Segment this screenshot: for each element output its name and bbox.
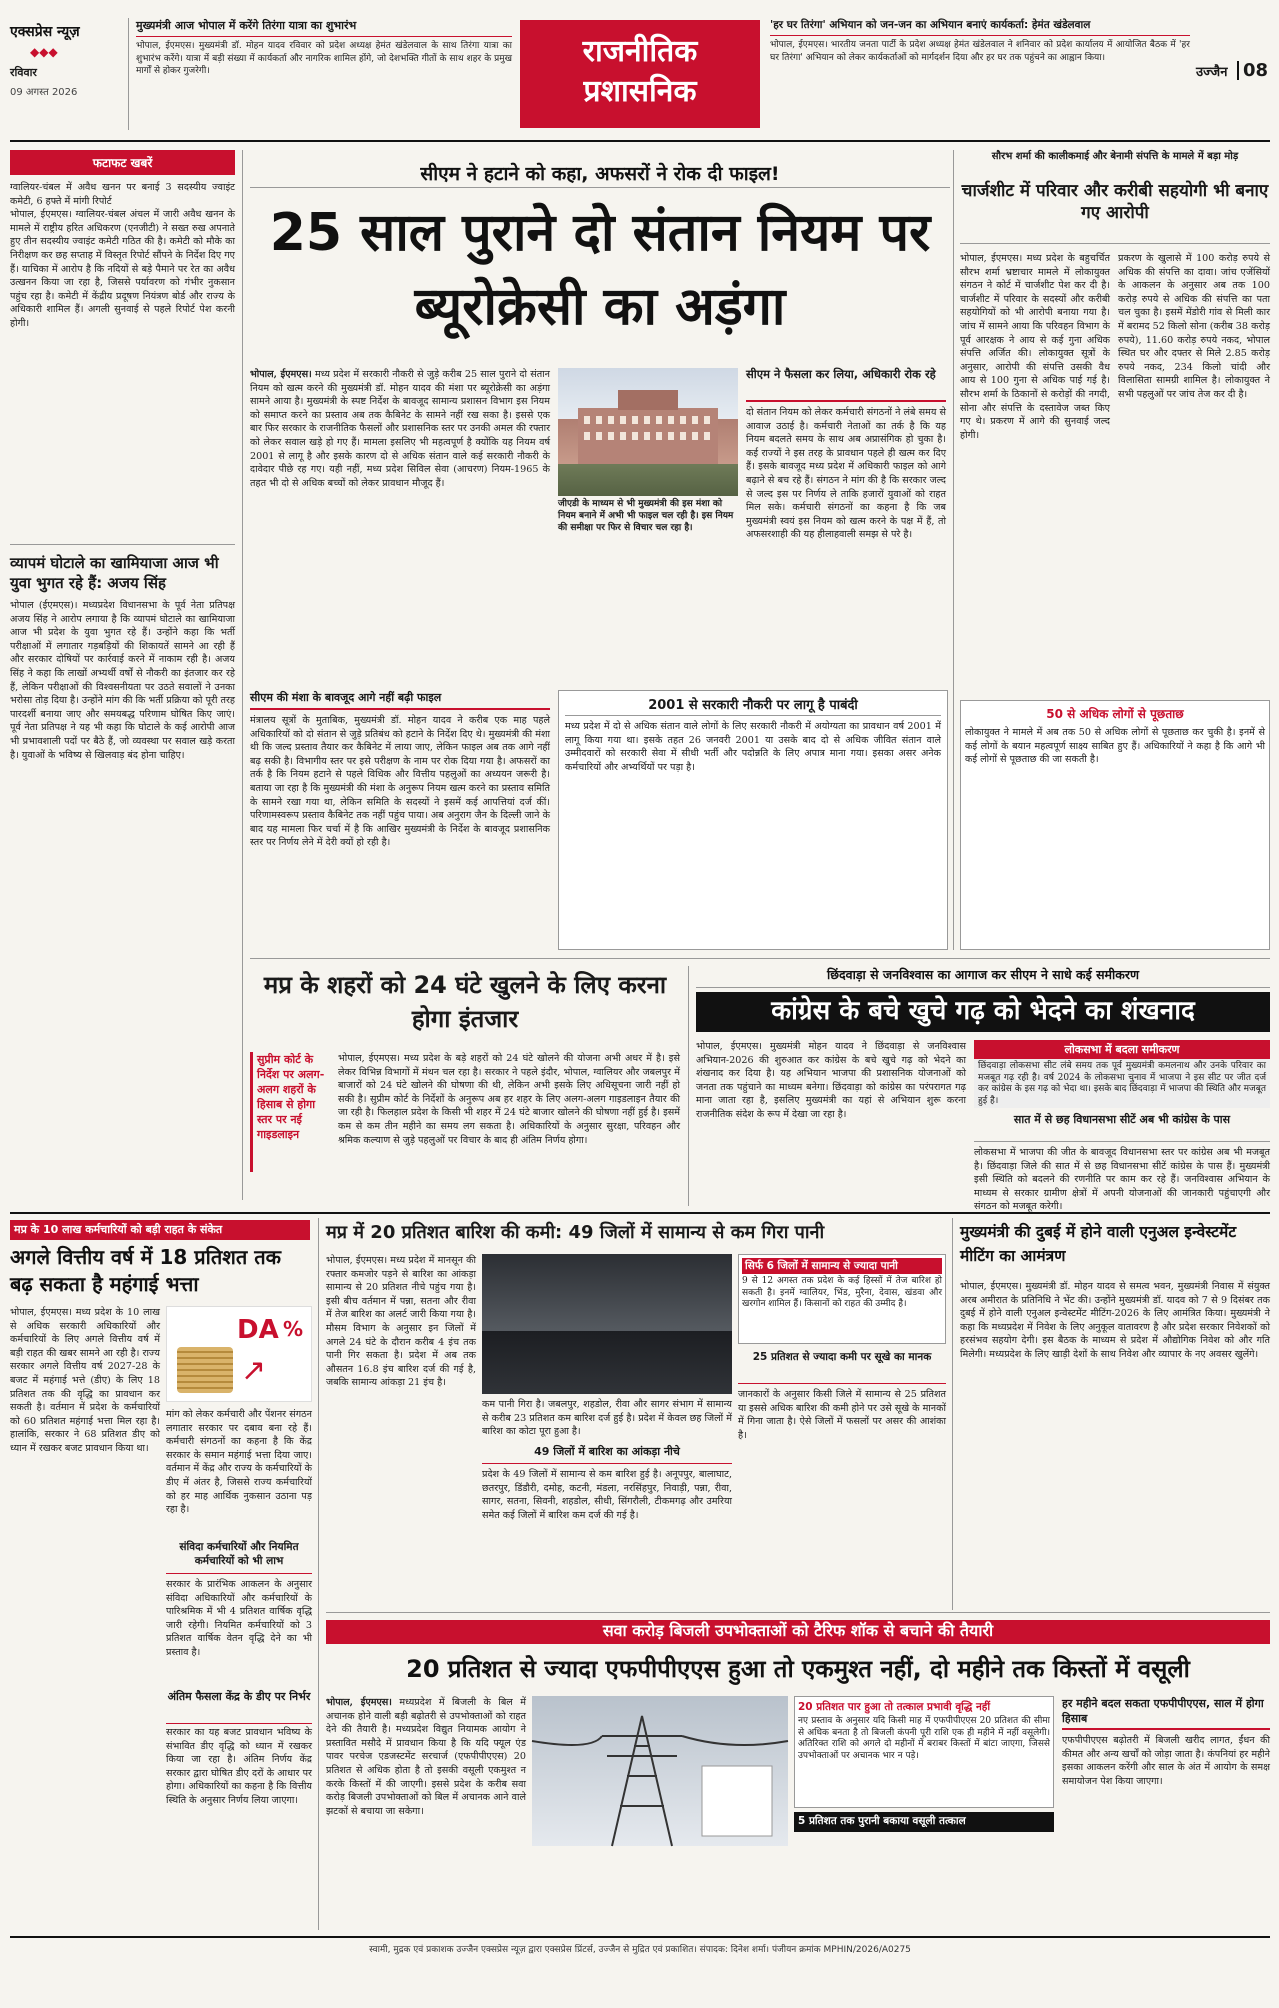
da-graphic [166, 1306, 312, 1402]
da-sub2-text: सरकार का यह बजट प्रावधान भविष्य के संभावित डीए वृद्धि को ध्यान में रखकर किया जा रहा है। अंतिम निर्णय केंद्र सरकार द्वारा घोषित डीए दरों के आधार पर होगा। अधिकारियों का कहना है कि वित्तीय स्थिति के अनुसार निर्णय लिया जाएगा। [166, 1727, 312, 1806]
da-kicker: मप्र के 10 लाख कर्मचारियों को बड़ी राहत के संकेत [10, 1220, 310, 1240]
power-box-title: 20 प्रतिशत पार हुआ तो तत्काल प्रभावी वृद्धि नहीं [798, 1701, 991, 1713]
power-headline: 20 प्रतिशत से ज्यादा एफपीपीएएस हुआ तो एकमुश्त नहीं, दो महीने तक किस्तों में वसूली [406, 1655, 1190, 1683]
congress-box-title: लोकसभा में बदला समीकरण [974, 1040, 1270, 1059]
da-sub1: संविदा कर्मचारियों और नियमित कर्मचारियों को भी लाभ [166, 1540, 312, 1574]
congress-box [974, 1040, 1270, 1108]
power-sub-text [794, 1836, 1054, 1926]
rain-sub-text: प्रदेश के 49 जिलों में सामान्य से कम बारिश हुई है। अनूपपुर, बालाघाट, छतरपुर, डिंडौरी, दमोह, कटनी, मंडला, नरसिंहपुर, निवाड़ी, पन्ना, रीवा, सागर, सतना, सिवनी, शहडोल, सीधी, सिंगरौली, टीकमगढ़ और उमरिया समेत कई जिलों में बारिश कम दर्ज की गई है। [482, 1469, 732, 1521]
city-24hr-body: भोपाल, ईएमएस। मध्य प्रदेश के बड़े शहरों को 24 घंटे खोलने की योजना अभी अधर में है। इसे लेकर विभिन्न विभागों में मंथन चल रहा है। सरकार ने पहले इंदौर, भोपाल, ग्वालियर और जबलपुर में बाजारों को 24 घंटे खोलने की घोषणा की थी, लेकिन अभी इसके लिए अधिसूचना जारी नहीं हो सकी है। सुप्रीम कोर्ट के निर्देशों के अनुरूप अब हर शहर के लिए अलग-अलग गाइडलाइन तैयार की जा रही है। फिलहाल प्रदेश के किसी भी शहर में 24 घंटे बाजार खोलने की घोषणा नहीं हुई है। इसमें कम से कम तीन महीने का समय लग सकता है। अधिकारियों के अनुसार सुरक्षा, परिवहन और श्रमिक कल्याण से जुड़े पहलुओं पर विचार के बाद ही अंतिम निर्णय होगा। [338, 1053, 680, 1146]
right-brief-title: 'हर घर तिरंगा' अभियान को जन-जन का अभियान बनाएं कार्यकर्ता: हेमंत खंडेलवाल [770, 18, 1190, 36]
lead-body [250, 368, 550, 683]
quick-news-story: ग्वालियर-चंबल में अवैध खनन पर बनाई 3 सदस्यीय ज्वाइंट कमेटी, 6 हफ्ते में मांगी रिपोर्ट भोपाल, ईएमएस। ग्वालियर-चंबल अंचल में जारी अवैध खनन के मामले में राष्ट्रीय हरित अधिकरण (एनजीटी) ने सख्त रुख अपनाते हुए तीन सदस्यीय ज्वाइंट कमेटी गठित की है। कमेटी को मौके का निरीक्षण कर छह सप्ताह में विस्तृत रिपोर्ट सौंपने के निर्देश दिए गए हैं। याचिका में आरोप है कि नदियों से बड़े पैमाने पर रेत का अवैध उत्खनन किया जा रहा है, जिससे पर्यावरण को गंभीर नुकसान पहुंच रहा है। कमेटी में केंद्रीय प्रदूषण नियंत्रण बोर्ड और राज्य के अधिकारी शामिल हैं। अगली सुनवाई से पहले रिपोर्ट पेश करनी होगी। [10, 182, 235, 329]
percent-icon: % [283, 1317, 304, 1341]
city-24hr-sidebar: सुप्रीम कोर्ट के निर्देश पर अलग-अलग शहरों के हिसाब से होगा स्तर पर नई गाइडलाइन [250, 1052, 330, 1172]
congress-body: भोपाल, ईएमएस। मुख्यमंत्री मोहन यादव ने छिंदवाड़ा से जनविश्वास अभियान-2026 की शुरुआत कर कांग्रेस के बचे खुचे गढ़ को भेदने का शंखनाद कर दिया है। यह अभियान भाजपा की प्रशासनिक योजनाओं को जनता तक पहुंचाने का माध्यम बनेगा। छिंदवाड़ा को कांग्रेस का परंपरागत गढ़ माना जाता रहा है, इसलिए मुख्यमंत्री का यहां से अभियान शुरू करना राजनीतिक संदेश के रूप में देखा जा रहा है। [696, 1041, 966, 1120]
photo-caption: जीएडी के माध्यम से भी मुख्यमंत्री की इस मंशा को नियम बनाने में अभी भी फाइल चल रही है। इस नियम की समीक्षा पर फिर से विचार चल रहा है। [558, 499, 734, 533]
vyapam-story: भोपाल (ईएमएस)। मध्यप्रदेश विधानसभा के पूर्व नेता प्रतिपक्ष अजय सिंह ने आरोप लगाया है कि व्यापमं घोटाले का खामियाजा आज भी प्रदेश के युवा भुगत रहे हैं। उन्होंने कहा कि भर्ती परीक्षाओं में लगातार गड़बड़ियों की शिकायतें सामने आ रही हैं और सरकार दोषियों पर कार्रवाई करने में नाकाम रही है। अजय सिंह ने कहा कि लाखों अभ्यर्थी वर्षों से नौकरी का इंतजार कर रहे हैं, लेकिन परीक्षाओं की विश्वसनीयता पर उठते सवालों ने उनका भरोसा तोड़ दिया है। उन्होंने मांग की कि भर्ती प्रक्रिया को पूरी तरह पारदर्शी बनाया जाए और समयबद्ध परिणाम घोषित किए जाएं। पूर्व नेता प्रतिपक्ष ने यह भी कहा कि घोटाले के कई आरोपी आज भी प्रभावशाली पदों पर बैठे हैं, जो व्यवस्था पर सवाल खड़े करता है। युवाओं के भविष्य से खिलवाड़ बंद होना चाहिए। [10, 600, 235, 761]
da-sub2: अंतिम फैसला केंद्र के डीए पर निर्भर [166, 1690, 312, 1724]
rain-box-text: 9 से 12 अगस्त तक प्रदेश के कई हिस्सों में तेज बारिश हो सकती है। इनमें ग्वालियर, भिंड, मुरैना, देवास, खंडवा और खरगोन शामिल हैं। किसानों को राहत की उम्मीद है। [742, 1276, 942, 1309]
lead-dateline: भोपाल, ईएमएस। [250, 369, 312, 380]
right-top-headline: चार्जशीट में परिवार और करीबी सहयोगी भी बनाए गए आरोपी [960, 180, 1270, 244]
section-banner: राजनीतिक प्रशासनिक [520, 20, 760, 128]
masthead-right-brief [770, 18, 1190, 130]
lead-box [558, 690, 948, 950]
dubai-body: भोपाल, ईएमएस। मुख्यमंत्री डॉ. मोहन यादव से समत्व भवन, मुख्यमंत्री निवास में संयुक्त अरब अमीरात के प्रतिनिधि ने भेंट की। उन्होंने मुख्यमंत्री डॉ. यादव को 7 से 9 दिसंबर तक दुबई में होने वाली एनुअल इन्वेस्टमेंट मीटिंग-2026 के लिए आमंत्रित किया। मुख्यमंत्री ने कहा कि मध्यप्रदेश में निवेश के लिए अनुकूल वातावरण है और प्रदेश सरकार निवेशकों को हरसंभव सहयोग देगी। इस बैठक के माध्यम से प्रदेश में औद्योगिक निवेश को और गति मिलेगी। मध्यप्रदेश के लिए खाड़ी देशों के साथ निवेश और व्यापार के नए अवसर खुलेंगे। [960, 1281, 1270, 1360]
lead-kicker: सीएम ने हटाने को कहा, अफसरों ने रोक दी फाइल! [250, 160, 950, 188]
rain-clouds-photo [482, 1254, 732, 1394]
up-trend-arrow-icon: ↗ [241, 1353, 267, 1388]
right-top-body: भोपाल, ईएमएस। मध्य प्रदेश के बहुचर्चित सौरभ शर्मा भ्रष्टाचार मामले में लोकायुक्त संगठन ने कोर्ट में चार्जशीट पेश कर दी है। चार्जशीट में परिवार के सदस्यों और करीबी सहयोगियों को भी आरोपी बनाया गया है। जांच में सामने आया कि परिवहन विभाग के पूर्व आरक्षक ने आय से कई गुना अधिक संपत्ति अर्जित की। लोकायुक्त सूत्रों के अनुसार, आरोपी की संपत्ति उसकी वैध आय से 100 गुना से अधिक पाई गई है। सौरभ शर्मा के ठिकानों से करोड़ों की नगदी, सोना और संपत्ति के दस्तावेज जब्त किए गए थे। प्रकरण में आगे की सुनवाई जल्द होगी। [960, 253, 1110, 441]
quick-news-label: फटाफट खबरें [10, 150, 235, 175]
da-body-cont [10, 1690, 160, 1926]
da-body-2: मांग को लेकर कर्मचारी और पेंशनर संगठन लगातार सरकार पर दबाव बना रहे हैं। कर्मचारी संगठनों का कहना है कि केंद्र सरकार के समान महंगाई भत्ता दिया जाए। वर्तमान में केंद्र और राज्य के कर्मचारियों के डीए में अंतर है, जिससे राज्य कर्मचारियों को हर माह आर्थिक नुकसान उठाना पड़ रहा है। [166, 1409, 312, 1516]
left-brief-title: मुख्यमंत्री आज भोपाल में करेंगे तिरंगा यात्रा का शुभारंभ [136, 18, 512, 37]
page-number: 08 [1243, 60, 1269, 81]
lead-headline: 25 साल पुराने दो संतान नियम पर ब्यूरोक्रेसी का अड़ंगा [269, 203, 931, 337]
issue-day: रविवार [10, 66, 37, 79]
right-top-kicker: सौरभ शर्मा की कालीकमाई और बेनामी संपत्ति के मामले में बड़ा मोड़ [991, 151, 1239, 162]
city-24hr-headline: मप्र के शहरों को 24 घंटे खुलने के लिए करना होगा इंतजार [263, 971, 667, 1033]
dubai-headline: मुख्यमंत्री की दुबई में होने वाली एनुअल इन्वेस्टमेंट मीटिंग का आमंत्रण [960, 1223, 1237, 1265]
paper-name: एक्सप्रेस न्यूज़ [10, 24, 80, 40]
rain-sub2-text: जानकारों के अनुसार किसी जिले में सामान्य से 25 प्रतिशत या इससे अधिक बारिश की कमी होने पर उसे सूखे के मानकों में गिना जाता है। ऐसे जिलों में फसलों पर असर की आशंका है। [738, 1389, 946, 1441]
power-body [326, 1696, 526, 1926]
page-folio [1196, 60, 1276, 90]
transmission-tower-illustration [532, 1696, 788, 1846]
imprint-line: स्वामी, मुद्रक एवं प्रकाशक उज्जैन एक्सप्रेस न्यूज़ द्वारा एक्सप्रेस प्रिंटर्स, उज्जैन से मुद्रित एवं प्रकाशित। संपादक: दिनेश शर्मा। पंजीयन क्रमांक MPHIN/2026/A0275 [369, 1945, 911, 1955]
building-illustration [558, 368, 738, 496]
right-top-body-right: प्रकरण के खुलासे में 100 करोड़ रुपये से अधिक की संपत्ति का दावा। जांच एजेंसियों के आकलन के अनुसार अब तक 100 करोड़ रुपये से अधिक की संपत्ति का पता चल चुका है। इसमें मेंडोरी गांव से मिली कार में बरामद 52 किलो सोना (करीब 38 करोड़ रुपये), 11.60 करोड़ रुपये नकद, भोपाल स्थित घर और दफ्तर से मिले 2.85 करोड़ रुपये नकद, 234 किलो चांदी और विलासिता सामग्री शामिल है। लोकायुक्त ने सभी पहलुओं पर जांच तेज कर दी है। [1118, 253, 1270, 400]
masthead-left-brief [136, 18, 512, 130]
right-top-box-text: लोकायुक्त ने मामले में अब तक 50 से अधिक लोगों से पूछताछ कर चुकी है। इनमें से कई लोगों के बयान महत्वपूर्ण साक्ष्य साबित हुए हैं। अधिकारियों ने कहा है कि आगे भी कई लोगों से पूछताछ की जा सकती है। [965, 727, 1265, 766]
power-right-title: हर महीने बदल सकता एफपीपीएएस, साल में होगा हिसाब [1062, 1696, 1270, 1730]
power-box-text: नए प्रस्ताव के अनुसार यदि किसी माह में एफपीपीएएस 20 प्रतिशत की सीमा से अधिक बनता है तो बिजली कंपनी पूरी राशि एक ही महीने में नहीं वसूलेगी। अतिरिक्त राशि को अगले दो महीनों में बराबर किस्तों में बांटा जाएगा, जिससे उपभोक्ताओं पर अचानक भार न पड़े। [798, 1716, 1050, 1761]
power-right-text: एफपीपीएएस बढ़ोतरी में बिजली खरीद लागत, ईंधन की कीमत और अन्य खर्चों को जोड़ा जाता है। कंपनियां हर महीने इसका आकलन करेंगी और साल के अंत में आयोग के समक्ष समायोजन पेश किया जाएगा। [1062, 1735, 1270, 1787]
right-top-box-title: 50 से अधिक लोगों से पूछताछ [1046, 707, 1184, 721]
power-kicker: सवा करोड़ बिजली उपभोक्ताओं को टैरिफ शॉक से बचाने की तैयारी [326, 1620, 1270, 1644]
issue-date: 09 अगस्त 2026 [10, 87, 78, 98]
right-brief-text: भोपाल, ईएमएस। भारतीय जनता पार्टी के प्रदेश अध्यक्ष हेमंत खंडेलवाल ने शनिवार को प्रदेश कार्यालय में आयोजित बैठक में 'हर घर तिरंगा' अभियान को लेकर कार्यकर्ताओं को मार्गदर्शन दिया और हर घर तक पहुंचने का आह्वान किया। [770, 40, 1190, 63]
rain-box-title: सिर्फ 6 जिलों में सामान्य से ज्यादा पानी [742, 1258, 942, 1274]
paper-logo-diamond-icon: ◆◆◆ [30, 45, 58, 59]
lead-subhead: सीएम की मंशा के बावजूद आगे नहीं बढ़ी फाइल [250, 690, 550, 710]
congress-sub-text: लोकसभा में भाजपा की जीत के बावजूद विधानसभा स्तर पर कांग्रेस अब भी मजबूत है। छिंदवाड़ा जिले की सात में से छह विधानसभा सीटें कांग्रेस के पास हैं। मुख्यमंत्री इसी स्थिति को बदलने की रणनीति पर काम कर रहे हैं। जनविश्वास अभियान के माध्यम से सरकार ग्रामीण क्षेत्रों में अपनी योजनाओं की जानकारी पहुंचाएगी और संगठन को मजबूत करेगी। [974, 1147, 1270, 1213]
power-tower-photo [532, 1696, 788, 1846]
rain-headline: मप्र में 20 प्रतिशत बारिश की कमी: 49 जिलों में सामान्य से कम गिरा पानी [326, 1222, 825, 1243]
da-label: DA [237, 1315, 279, 1345]
congress-sub-title: सात में से छह विधानसभा सीटें अब भी कांग्रेस के पास [974, 1112, 1270, 1142]
lead-body-2: मंत्रालय सूत्रों के मुताबिक, मुख्यमंत्री डॉ. मोहन यादव ने करीब एक माह पहले अधिकारियों को दो संतान से जुड़े प्रतिबंध को हटाने के निर्देश दिए थे। मुख्यमंत्री की मंशा थी कि जल्द प्रस्ताव तैयार कर कैबिनेट में लाया जाए, लेकिन फाइल अब तक आगे नहीं बढ़ सकी है। विभागीय स्तर पर इसे परीक्षण के नाम पर रोक दिया गया है। अफसरों का तर्क है कि नियम हटाने से पहले विधिक और वित्तीय पहलुओं का अध्ययन जरूरी है। बताया जा रहा है कि मुख्यमंत्री की मंशा के अनुरूप नियम खत्म करने का प्रस्ताव समिति के सामने रखा गया था, लेकिन समिति के सदस्यों ने इसमें कई आपत्तियां दर्ज कीं। परिणामस्वरूप प्रस्ताव कैबिनेट तक नहीं पहुंच पाया। अब अनुराग जैन के दिल्ली जाने के बाद यह मामला फिर चर्चा में है कि आखिर मुख्यमंत्री के निर्देश के बावजूद प्रशासनिक स्तर पर निर्णय लेने में देरी क्यों हो रही है। [250, 715, 550, 849]
power-dateline: भोपाल, ईएमएस। [326, 1697, 392, 1708]
power-box [794, 1696, 1054, 1808]
lead-side-text: दो संतान नियम को लेकर कर्मचारी संगठनों ने लंबे समय से आवाज उठाई है। कर्मचारी नेताओं का तर्क है कि यह नियम बदलते समय के साथ अब अप्रासंगिक हो चुका है। कई राज्यों ने इस तरह के प्रावधान पहले ही खत्म कर दिए हैं। इसके बावजूद मध्य प्रदेश में अधिकारी फाइल को आगे बढ़ाने से बच रहे हैं। संगठन ने मांग की है कि सरकार जल्द से जल्द इस पर निर्णय ले ताकि हजारों युवाओं को राहत मिल सके। कर्मचारी संगठनों का कहना है कि जब मुख्यमंत्री स्वयं इस नियम को खत्म करने के पक्ष में हैं, तो अफसरशाही की यह हीलाहवाली समझ से परे है। [746, 407, 946, 541]
lead-box-title: 2001 से सरकारी नौकरी पर लागू है पाबंदी [565, 695, 941, 716]
congress-kicker: छिंदवाड़ा से जनविश्वास का आगाज कर सीएम ने साधे कई समीकरण [696, 966, 1270, 988]
rain-sub2: 25 प्रतिशत से ज्यादा कमी पर सूखे का मानक [738, 1350, 946, 1384]
power-sub: 5 प्रतिशत तक पुरानी बकाया वसूली तत्काल [794, 1812, 1054, 1832]
right-top-box [960, 700, 1270, 950]
lead-body-text: मध्य प्रदेश में सरकारी नौकरी से जुड़े करीब 25 साल पुराने दो संतान नियम को खत्म करने की मुख्यमंत्री डॉ. मोहन यादव की मंशा पर ब्यूरोक्रेसी का अड़ंगा सामने आया है। मुख्यमंत्री के स्पष्ट निर्देश के बावजूद सामान्य प्रशासन विभाग इस नियम को समाप्त करने का प्रस्ताव अब तक कैबिनेट के सामने नहीं रख सका है। इससे एक बार फिर सरकार के राजनीतिक फैसलों और प्रशासनिक स्तर पर उनकी अमल की रफ्तार को लेकर सवाल खड़े हो गए हैं। मामला इसलिए भी महत्वपूर्ण है क्योंकि यह नियम वर्ष 2001 से लागू है और इसके कारण दो से अधिक संतान वाले कई सरकारी नौकरी के दावेदार पीछे रह गए। यही नहीं, मध्य प्रदेश सिविल सेवा (आचरण) नियम-1965 के तहत भी दो से अधिक बच्चों को लेकर प्रावधान मौजूद हैं। [250, 369, 550, 489]
power-body-text: मध्यप्रदेश में बिजली के बिल में अचानक होने वाली बड़ी बढ़ोतरी से उपभोक्ताओं को राहत देने की तैयारी है। मध्यप्रदेश विद्युत नियामक आयोग ने प्रस्तावित मसौदे में प्रावधान किया है कि यदि फ्यूल एंड पावर परचेज एडजस्टमेंट सरचार्ज (एफपीपीएएस) 20 प्रतिशत से अधिक होता है तो इसकी वसूली एकमुश्त न करके किस्तों में की जाएगी। इससे प्रदेश के करीब सवा करोड़ बिजली उपभोक्ताओं को बिल में अचानक आने वाले झटकों से बचाया जा सकेगा। [326, 1697, 526, 1817]
left-news-column [10, 150, 235, 1210]
rain-body-mid: कम पानी गिरा है। जबलपुर, शहडोल, रीवा और सागर संभाग में सामान्य से करीब 23 प्रतिशत कम बारिश दर्ज हुई है। प्रदेश में केवल छह जिलों में बारिश का कोटा पूरा हुआ है। [482, 1399, 732, 1438]
da-sub1-text: सरकार के प्रारंभिक आकलन के अनुसार संविदा अधिकारियों और कर्मचारियों के पारिश्रमिक में भी 4 प्रतिशत वार्षिक वृद्धि जारी रहेगी। नियमित कर्मचारियों को 3 प्रतिशत वार्षिक वेतन वृद्धि देने का भी प्रस्ताव है। [166, 1579, 312, 1658]
lead-side-kicker: सीएम ने फैसला कर लिया, अधिकारी रोक रहे [746, 366, 946, 402]
da-body: भोपाल, ईएमएस। मध्य प्रदेश के 10 लाख से अधिक सरकारी अधिकारियों और कर्मचारियों के लिए अगले वित्तीय वर्ष में बड़ी राहत की खबर सामने आ रही है। राज्य सरकार अगले वित्तीय वर्ष 2027-28 के बजट में महंगाई भत्ते (डीए) के लिए 18 प्रतिशत तक की वृद्धि का प्रावधान कर सकती है। वर्तमान में प्रदेश के कर्मचारियों को 60 प्रतिशत महंगाई भत्ता मिल रहा है। हालांकि, सरकार ने 68 प्रतिशत डीए को ध्यान में रखकर बजट प्रावधान किया था। [10, 1307, 160, 1454]
mantralaya-building-photo [558, 368, 738, 496]
coin-stack-icon [177, 1347, 233, 1393]
da-headline: अगले वित्तीय वर्ष में 18 प्रतिशत तक बढ़ सकता है महंगाई भत्ता [10, 1245, 281, 1296]
congress-box-text: छिंदवाड़ा लोकसभा सीट लंबे समय तक पूर्व मुख्यमंत्री कमलनाथ और उनके परिवार का मजबूत गढ़ रही है। वर्ष 2024 के लोकसभा चुनाव में भाजपा ने इस सीट पर जीत दर्ज कर कांग्रेस के इस गढ़ को भेदा था। इसके बाद छिंदवाड़ा में भाजपा की स्थिति और मजबूत हुई है। [978, 1061, 1266, 1106]
vyapam-headline: व्यापमं घोटाले का खामियाजा आज भी युवा भुगत रहे हैं: अजय सिंह [10, 544, 235, 593]
lead-box-text: मध्य प्रदेश में दो से अधिक संतान वाले लोगों के लिए सरकारी नौकरी में अयोग्यता का प्रावधान वर्ष 2001 में लागू किया गया था। इसके तहत 26 जनवरी 2001 या उसके बाद दो से अधिक जीवित संतान वाले उम्मीदवारों को सरकारी सेवा में सीधी भर्ती और पदोन्नति के लिए अपात्र माना गया। इसका असर अनेक कर्मचारियों और अभ्यर्थियों पर पड़ा है। [565, 721, 941, 773]
congress-headline: कांग्रेस के बचे खुचे गढ़ को भेदने का शंखनाद [696, 992, 1270, 1032]
rain-box [738, 1254, 946, 1344]
left-brief-text: भोपाल, ईएमएस। मुख्यमंत्री डॉ. मोहन यादव रविवार को प्रदेश अध्यक्ष हेमंत खंडेलवाल के साथ तिरंगा यात्रा का शुभारंभ करेंगे। यात्रा में बड़ी संख्या में कार्यकर्ता और नागरिक शामिल होंगे, जो देशभक्ति गीतों के साथ शहर के प्रमुख मार्गों से होकर गुजरेगी। [136, 41, 512, 76]
city-name: उज्जैन [1196, 65, 1228, 80]
rain-sub: 49 जिलों में बारिश का आंकड़ा नीचे [482, 1444, 732, 1464]
masthead-nameplate [10, 18, 130, 130]
rain-body: भोपाल, ईएमएस। मध्य प्रदेश में मानसून की रफ्तार कमजोर पड़ने से बारिश का आंकड़ा सामान्य से 20 प्रतिशत नीचे पहुंच गया है। इसी बीच वर्तमान में पन्ना, सतना और रीवा में तेज बारिश का अलर्ट जारी किया गया है। मौसम विभाग के अनुसार इन जिलों में अगले 24 घंटे के दौरान करीब 4 इंच तक पानी गिर सकता है। प्रदेश में अब तक औसतन 16.8 इंच बारिश दर्ज की गई है, जबकि सामान्य आंकड़ा 21 इंच है। [326, 1255, 476, 1389]
